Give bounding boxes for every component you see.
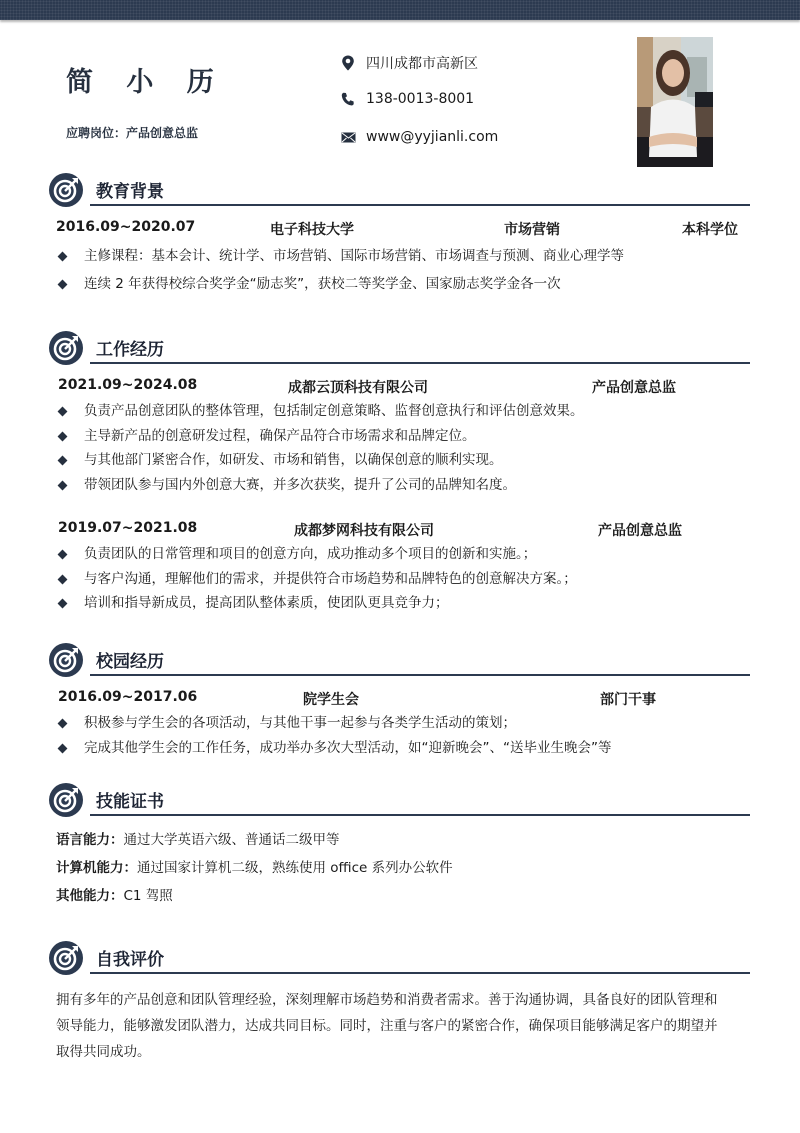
diamond-bullet-icon	[58, 279, 68, 289]
contact-address	[340, 53, 478, 73]
list-item: 与其他部门紧密合作，如研发、市场和销售，以确保创意的顺利实现。	[48, 448, 750, 473]
skill-item	[56, 826, 750, 854]
section-header	[48, 940, 750, 976]
list-item: 与客户沟通，理解他们的需求，并提供符合市场趋势和品牌特色的创意解决方案。；	[48, 567, 750, 592]
section-divider	[90, 362, 750, 364]
section-title: 教育背景	[96, 182, 164, 202]
period: 2016.09~2020.07	[56, 219, 196, 235]
section-divider	[90, 972, 750, 974]
work-bullets	[48, 399, 750, 497]
diamond-bullet-icon	[58, 550, 68, 560]
degree: 本科学位	[682, 222, 738, 238]
work-entry-header	[48, 520, 750, 542]
campus-entry-header	[48, 689, 750, 711]
diamond-bullet-icon	[58, 407, 68, 417]
map-pin-icon	[340, 55, 356, 71]
role: 部门干事	[600, 692, 656, 708]
skill-label: 语言能力：	[56, 832, 124, 848]
work-section	[48, 330, 750, 616]
work-bullets	[48, 542, 750, 616]
list-item: 主修课程：基本会计、统计学、市场营销、国际市场营销、市场调查与预测、商业心理学等	[48, 244, 750, 269]
contact-email	[340, 129, 498, 145]
list-item: 完成其他学生会的工作任务，成功举办多次大型活动，如“迎新晚会”、“送毕业生晚会”等	[48, 736, 750, 761]
position: 产品创意总监	[598, 523, 682, 539]
campus-bullets	[48, 711, 750, 760]
target-icon	[48, 940, 84, 976]
section-title: 工作经历	[96, 340, 164, 360]
company: 成都云顶科技有限公司	[288, 380, 428, 396]
period: 2021.09~2024.08	[58, 377, 198, 393]
diamond-bullet-icon	[58, 743, 68, 753]
diamond-bullet-icon	[58, 431, 68, 441]
school: 电子科技大学	[270, 222, 354, 238]
list-item: 积极参与学生会的各项活动，与其他干事一起参与各类学生活动的策划；	[48, 711, 750, 736]
skills-section	[48, 782, 750, 910]
target-icon	[48, 642, 84, 678]
skills-list	[48, 826, 750, 910]
work-entry-header	[48, 377, 750, 399]
section-divider	[90, 674, 750, 676]
portrait-photo	[637, 37, 713, 167]
section-header	[48, 172, 750, 208]
period: 2016.09~2017.06	[58, 689, 198, 705]
section-header	[48, 642, 750, 678]
candidate-name: 简 小 历	[66, 67, 226, 98]
phone-text: 138-0013-8001	[366, 91, 475, 107]
section-title: 校园经历	[96, 652, 164, 672]
target-icon	[48, 172, 84, 208]
target-icon	[48, 782, 84, 818]
diamond-bullet-icon	[58, 719, 68, 729]
list-item: 带领团队参与国内外创意大赛，并多次获奖，提升了公司的品牌知名度。	[48, 473, 750, 498]
organization: 院学生会	[303, 692, 359, 708]
self-evaluation-text: 拥有多年的产品创意和团队管理经验，深刻理解市场趋势和消费者需求。善于沟通协调，具备良好的团队管理和 领导能力，能够激发团队潜力，达成共同目标。同时，注重与客户的紧密合作，确保项目能够满足客户的期望并 取得共同成功。	[56, 992, 718, 1060]
skill-value: 通过大学英语六级、普通话二级甲等	[123, 832, 340, 848]
target-icon	[48, 330, 84, 366]
section-header	[48, 782, 750, 818]
skill-value: 通过国家计算机二级，熟练使用 office 系列办公软件	[137, 860, 453, 876]
education-entry-header	[48, 219, 750, 241]
section-title: 自我评价	[96, 950, 164, 970]
list-item: 主导新产品的创意研发过程，确保产品符合市场需求和品牌定位。	[48, 424, 750, 449]
section-title: 技能证书	[96, 792, 164, 812]
top-decorative-band	[0, 0, 800, 20]
job-target: 应聘岗位：产品创意总监	[66, 126, 199, 140]
education-section	[48, 172, 750, 296]
skill-label: 其他能力：	[56, 888, 124, 904]
education-bullets	[48, 244, 750, 296]
email-text: www@yyjianli.com	[366, 129, 499, 145]
diamond-bullet-icon	[58, 599, 68, 609]
skill-item	[56, 882, 750, 910]
self-evaluation-section	[48, 940, 750, 1065]
list-item: 培训和指导新成员，提高团队整体素质，使团队更具竞争力；	[48, 591, 750, 616]
diamond-bullet-icon	[58, 456, 68, 466]
major: 市场营销	[504, 222, 560, 238]
address-text: 四川成都市高新区	[366, 56, 478, 72]
diamond-bullet-icon	[58, 480, 68, 490]
diamond-bullet-icon	[58, 574, 68, 584]
company: 成都梦网科技有限公司	[294, 523, 434, 539]
list-item: 负责团队的日常管理和项目的创意方向，成功推动多个项目的创新和实施。；	[48, 542, 750, 567]
skill-label: 计算机能力：	[56, 860, 137, 876]
position: 产品创意总监	[592, 380, 676, 396]
skill-item	[56, 854, 750, 882]
section-divider	[90, 204, 750, 206]
contact-phone	[340, 91, 474, 107]
section-header	[48, 330, 750, 366]
mail-icon	[340, 129, 356, 145]
diamond-bullet-icon	[58, 252, 68, 262]
period: 2019.07~2021.08	[58, 520, 198, 536]
campus-section	[48, 642, 750, 760]
list-item: 负责产品创意团队的整体管理，包括制定创意策略、监督创意执行和评估创意效果。	[48, 399, 750, 424]
phone-icon	[340, 91, 356, 107]
skill-value: C1 驾照	[123, 888, 173, 904]
section-divider	[90, 814, 750, 816]
list-item: 连续 2 年获得校综合奖学金“励志奖”，获校二等奖学金、国家励志奖学金各一次	[48, 272, 750, 297]
